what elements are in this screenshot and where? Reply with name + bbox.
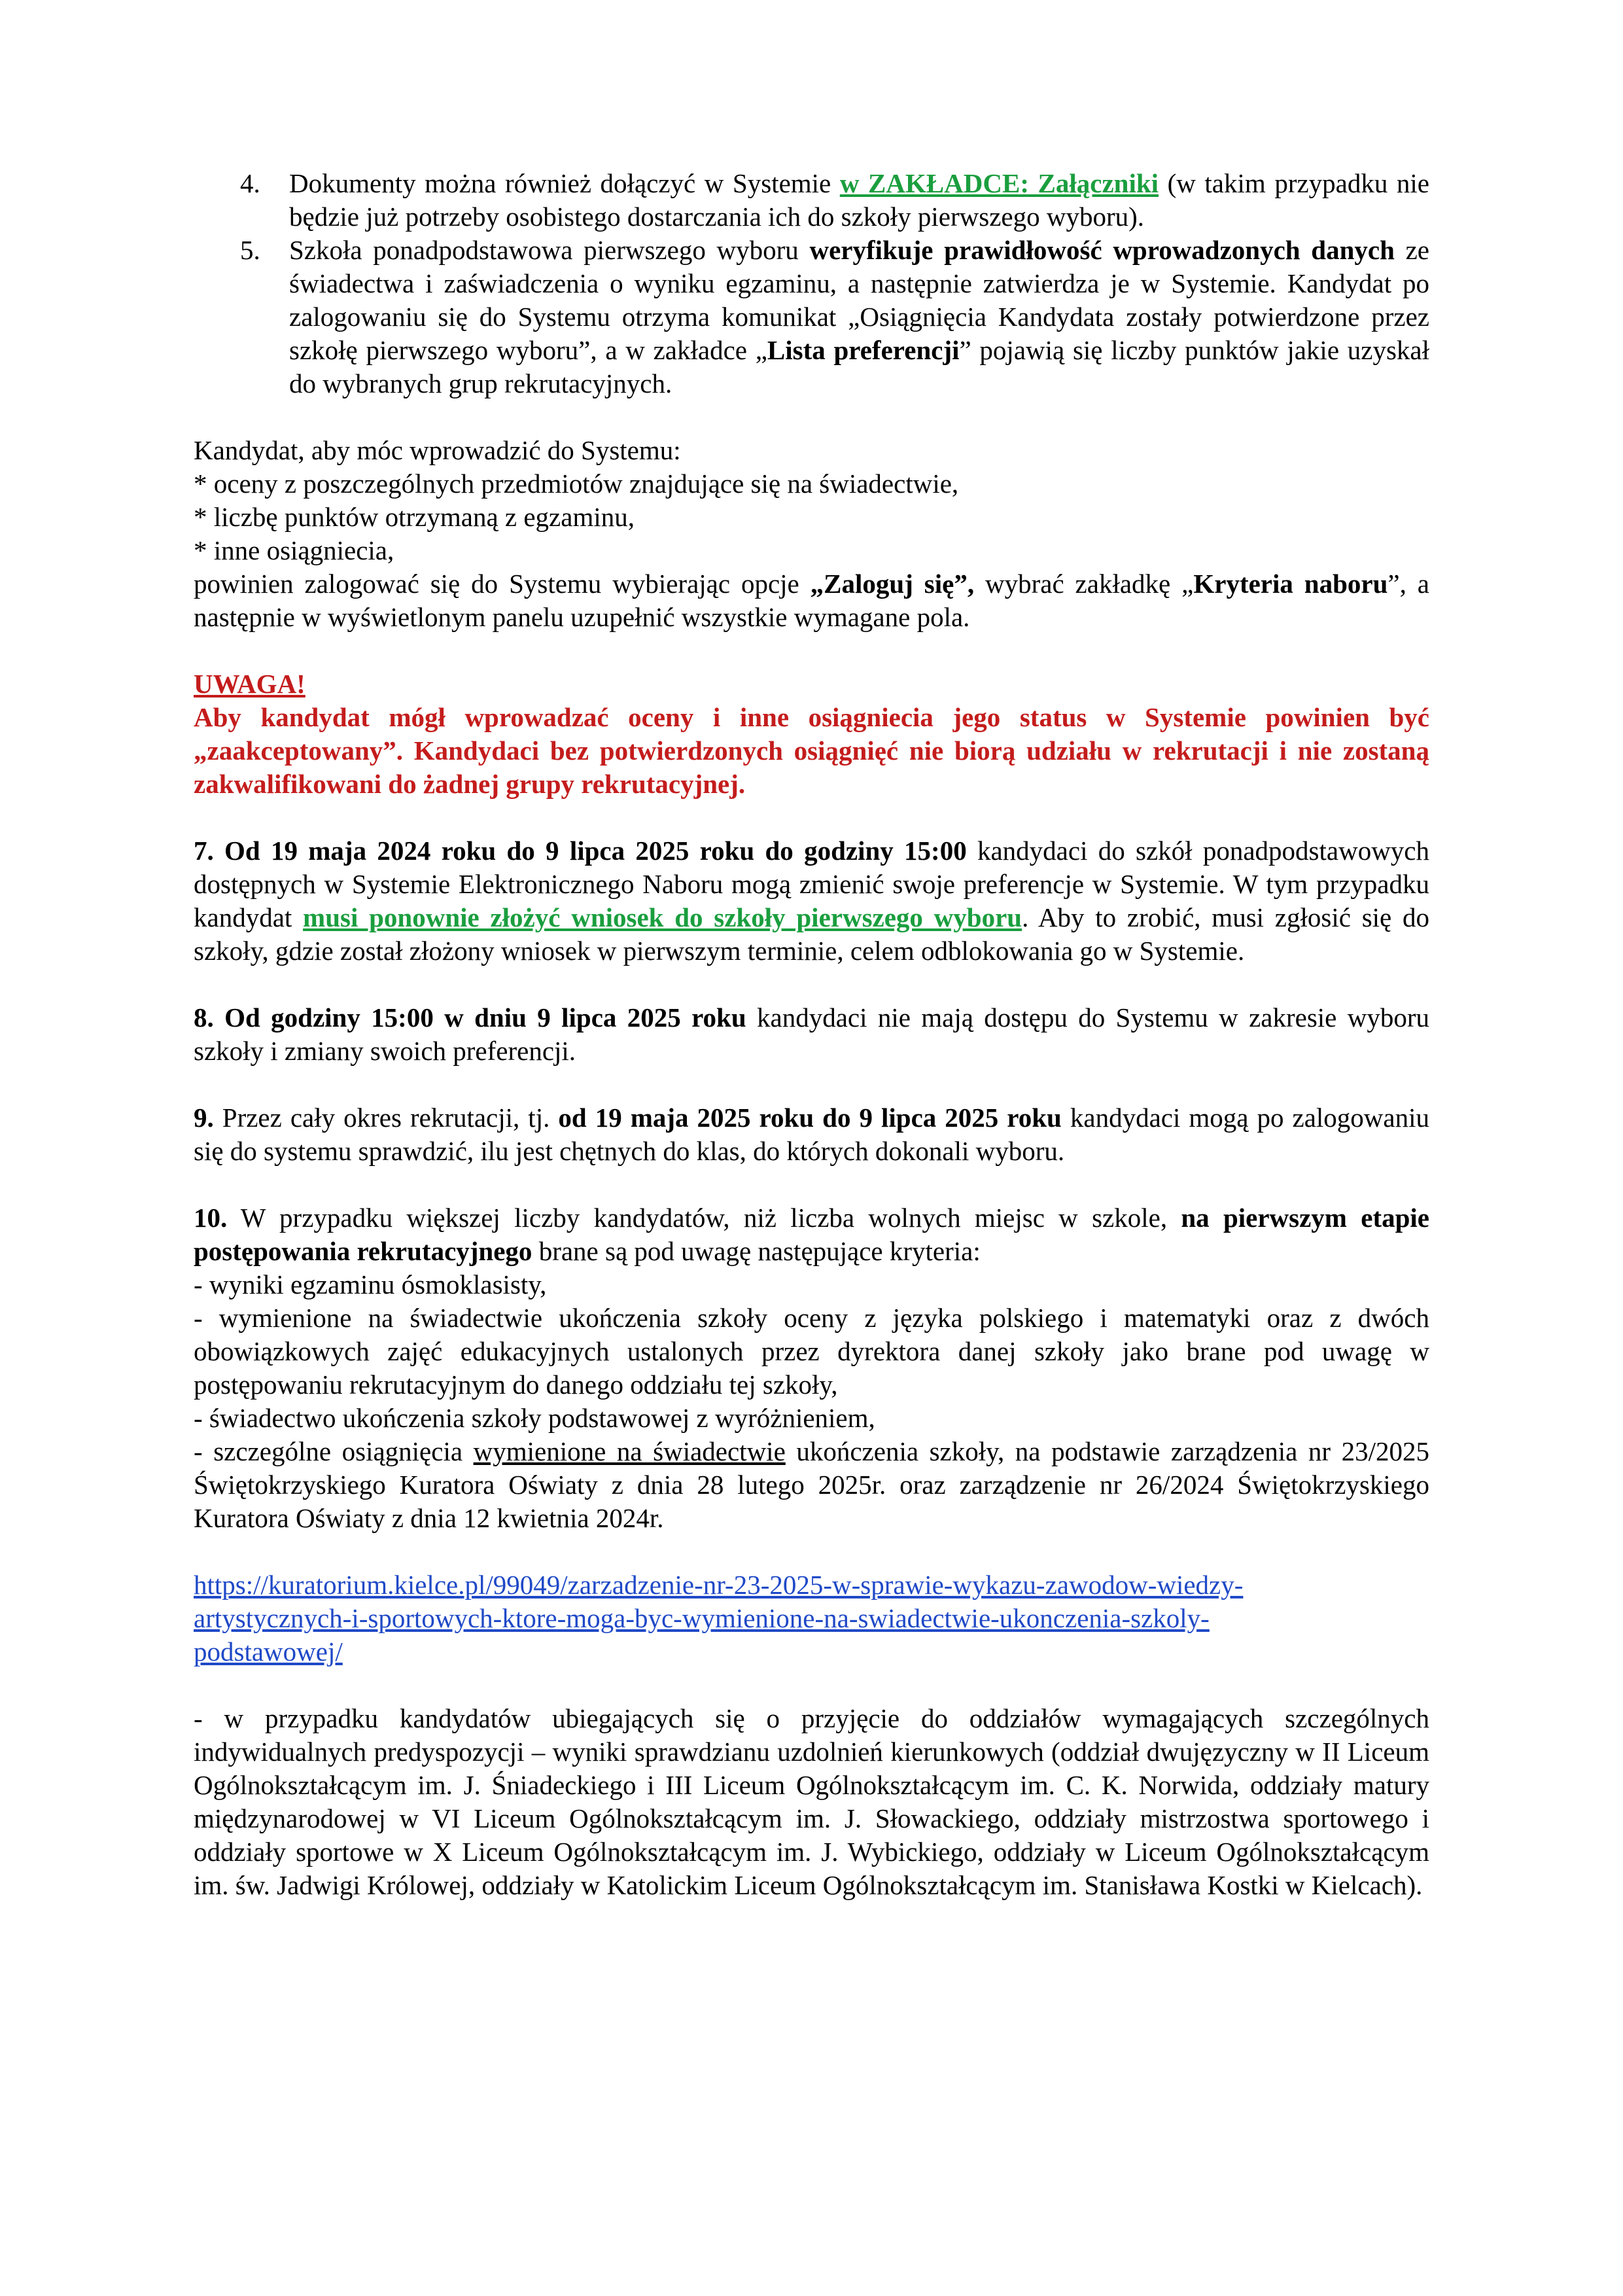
kuratorium-url (194, 1568, 1429, 1669)
intro-section (194, 434, 1429, 634)
warning-title: UWAGA! (194, 669, 305, 699)
list-item-text: Dokumenty można również dołączyć w Systemie w ZAKŁADCE: Załączniki (w takim przypadku nie będzie już potrzeby osobistego dostarczania ich do szkoły pierwszego wyboru). (289, 168, 1430, 232)
intro-line: Kandydat, aby móc wprowadzić do Systemu: (194, 435, 681, 465)
intro-bullet: * liczbę punktów otrzymaną z egzaminu, (194, 502, 635, 532)
criterion-item: - wyniki egzaminu ósmoklasisty, (194, 1269, 547, 1299)
intro-bullet: * inne osiągniecia, (194, 535, 394, 565)
paragraph-9: 9. Przez cały okres rekrutacji, tj. od 19 maja 2025 roku do 9 lipca 2025 roku kandydaci mogą po zalogowaniu się do systemu sprawdzić, ilu jest chętnych do klas, do których dokonali wyboru. (194, 1103, 1430, 1166)
list-number: 4. (240, 168, 260, 198)
list-item-4 (240, 167, 1429, 234)
list-number: 5. (240, 235, 260, 265)
intro-bullet: * oceny z poszczególnych przedmiotów znajdujące się na świadectwie, (194, 468, 959, 499)
list-item-text: Szkoła ponadpodstawowa pierwszego wyboru weryfikuje prawidłowość wprowadzonych danych ze świadectwa i zaświadczenia o wyniku egzaminu, a następnie zatwierdza je w Systemie. Kandydat po zalogowaniu się do Systemu otrzyma komunikat „Osiągnięcia Kandydata zostały potwierdzone przez szkołę pierwszego wyboru”, a w zakładce „Lista preferencji” pojawią się liczby punktów jakie uzyskał do wybranych grup rekrutacyjnych. (289, 235, 1429, 398)
url-link-line[interactable]: artystycznych-i-sportowych-ktore-moga-byc-wymienione-na-swiadectwie-ukonczenia-szkoly- (194, 1603, 1210, 1633)
paragraph-8: 8. Od godziny 15:00 w dniu 9 lipca 2025 roku kandydaci nie mają dostępu do Systemu w zakresie wyboru szkoły i zmiany swoich preferencji. (194, 1002, 1429, 1066)
list-item-5 (240, 234, 1429, 400)
last-paragraph: - w przypadku kandydatów ubiegających się o przyjęcie do oddziałów wymagających szczególnych indywidualnych predyspozycji – wyniki sprawdzianu uzdolnień kierunkowych (oddział dwujęzyczny w II Liceum Ogólnokształcącym im. J. Śniadeckiego i III Liceum Ogólnokształcącym im. C. K. Norwida, oddziały matury międzynarodowej w VI Liceum Ogólnokształcącym im. J. Słowackiego, oddziały mistrzostwa sportowego i oddziały sportowe w X Liceum Ogólnokształcącym im. J. Wybickiego, oddziały w Liceum Ogólnokształcącym im. św. Jadwigi Królowej, oddziały w Katolickim Liceum Ogólnokształcącym im. Stanisława Kostki w Kielcach). (194, 1703, 1429, 1900)
paragraph-10 (194, 1201, 1429, 1535)
resubmit-application-link[interactable]: musi ponownie złożyć wniosek do szkoły pierwszego wyboru (303, 902, 1022, 932)
criterion-item: - szczególne osiągnięcia wymienione na świadectwie ukończenia szkoły, na podstawie zarządzenia nr 23/2025 Świętokrzyskiego Kuratora Oświaty z dnia 28 lutego 2025r. oraz zarządzenie nr 26/2024 Świętokrzyskiego Kuratora Oświaty z dnia 12 kwietnia 2024r. (194, 1436, 1429, 1533)
warning-section (194, 667, 1429, 801)
url-link-line[interactable]: podstawowej/ (194, 1636, 343, 1667)
criterion-item: - wymienione na świadectwie ukończenia szkoły oceny z języka polskiego i matematyki oraz z dwóch obowiązkowych zajęć edukacyjnych ustalonych przez dyrektora danej szkoły jako brane pod uwagę w postępowaniu rekrutacyjnym do danego oddziału tej szkoły, (194, 1303, 1429, 1400)
numbered-list (194, 167, 1429, 400)
warning-text: Aby kandydat mógł wprowadzać oceny i inne osiągniecia jego status w Systemie powinien być „zaakceptowany”. Kandydaci bez potwierdzonych osiągnięć nie biorą udziału w rekrutacji i nie zostaną zakwalifikowani do żadnej grupy rekrutacyjnej. (194, 702, 1429, 799)
criteria-intro: 10. W przypadku większej liczby kandydatów, niż liczba wolnych miejsc w szkole, na pierwszym etapie postępowania rekrutacyjnego brane są pod uwagę następujące kryteria: (194, 1203, 1429, 1266)
url-link-line[interactable]: https://kuratorium.kielce.pl/99049/zarzadzenie-nr-23-2025-w-sprawie-wykazu-zawodow-wiedzy- (194, 1570, 1244, 1600)
zalaczniki-tab-link[interactable]: w ZAKŁADCE: Załączniki (839, 168, 1159, 198)
paragraph-7: 7. Od 19 maja 2024 roku do 9 lipca 2025 roku do godziny 15:00 kandydaci do szkół ponadpodstawowych dostępnych w Systemie Elektronicznego Naboru mogą zmienić swoje preferencje w Systemie. W tym przypadku kandydat musi ponownie złożyć wniosek do szkoły pierwszego wyboru. Aby to zrobić, musi zgłosić się do szkoły, gdzie został złożony wniosek w pierwszym terminie, celem odblokowania go w Systemie. (194, 836, 1429, 966)
criterion-item: - świadectwo ukończenia szkoły podstawowej z wyróżnieniem, (194, 1403, 875, 1433)
intro-paragraph: powinien zalogować się do Systemu wybierając opcje „Zaloguj się”, wybrać zakładkę „Kryteria naboru”, a następnie w wyświetlonym panelu uzupełnić wszystkie wymagane pola. (194, 569, 1429, 632)
